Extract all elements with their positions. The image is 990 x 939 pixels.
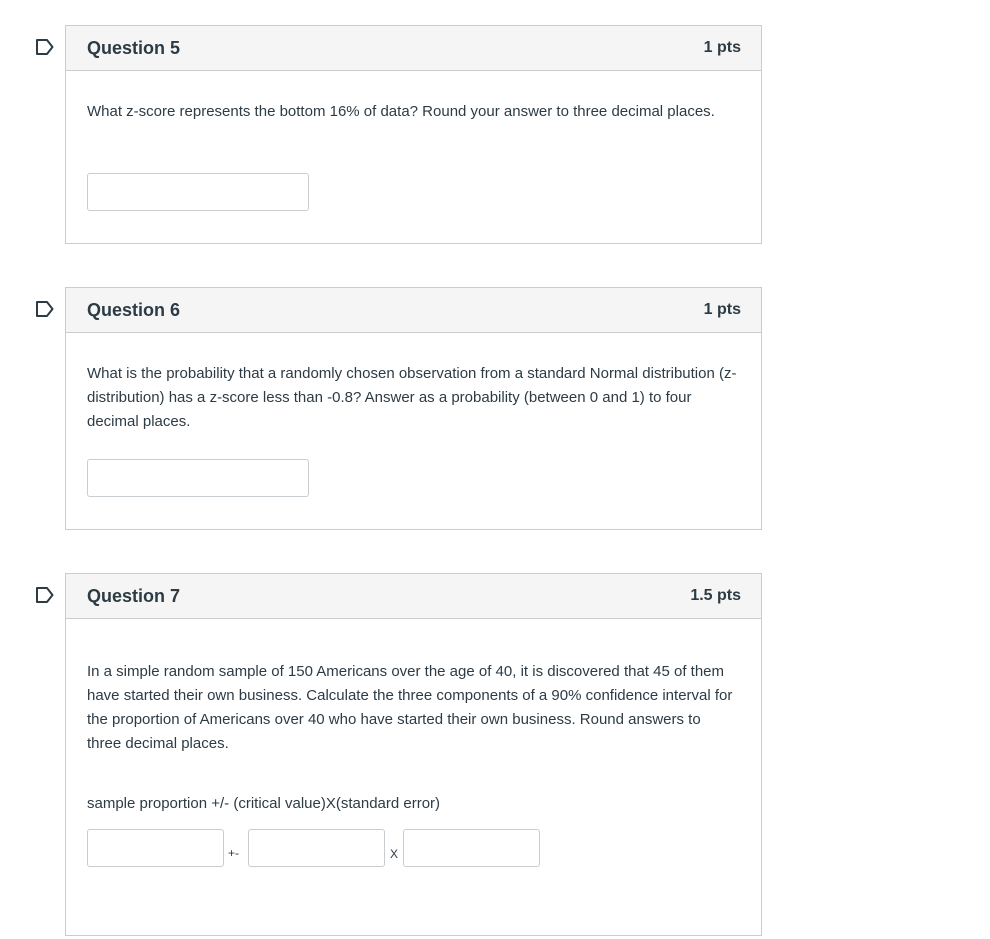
- question-title: Question 7: [87, 585, 181, 606]
- bookmark-flag-icon[interactable]: [36, 39, 54, 55]
- question-header: [66, 288, 761, 333]
- critical-value-input[interactable]: [248, 829, 385, 867]
- times-label: X: [390, 847, 399, 861]
- question-title: Question 6: [87, 299, 181, 320]
- answer-input[interactable]: [87, 459, 309, 497]
- standard-error-input[interactable]: [403, 829, 540, 867]
- question-text: In a simple random sample of 150 Americans over the age of 40, it is discovered that 45 of them have started their own business. Calculate the three components of a 90% confidence interval for the proportion of Americans over 40 who have started their own business. Round answers to three decimal places.: [87, 663, 733, 752]
- question-title: Question 5: [87, 37, 181, 58]
- bookmark-flag-icon[interactable]: [36, 301, 54, 317]
- answer-input[interactable]: [87, 173, 309, 211]
- question-points: 1.5 pts: [690, 587, 741, 604]
- plus-minus-label: +-: [228, 846, 240, 860]
- sample-proportion-input[interactable]: [87, 829, 224, 867]
- formula-text: sample proportion +/- (critical value)X(standard error): [87, 795, 441, 812]
- question-header: [66, 26, 761, 71]
- bookmark-flag-icon[interactable]: [36, 587, 54, 603]
- question-header: [66, 574, 761, 619]
- question-card: [65, 25, 762, 244]
- question-points: 1 pts: [703, 39, 741, 56]
- question-card: [65, 287, 762, 530]
- question-card: [65, 573, 762, 936]
- question-text: What is the probability that a randomly chosen observation from a standard Normal distribution (z-distribution) has a z-score less than -0.8? Answer as a probability (between 0 and 1) to four decimal places.: [87, 365, 737, 430]
- question-text: What z-score represents the bottom 16% of data? Round your answer to three decimal places.: [87, 103, 715, 120]
- question-points: 1 pts: [703, 301, 741, 318]
